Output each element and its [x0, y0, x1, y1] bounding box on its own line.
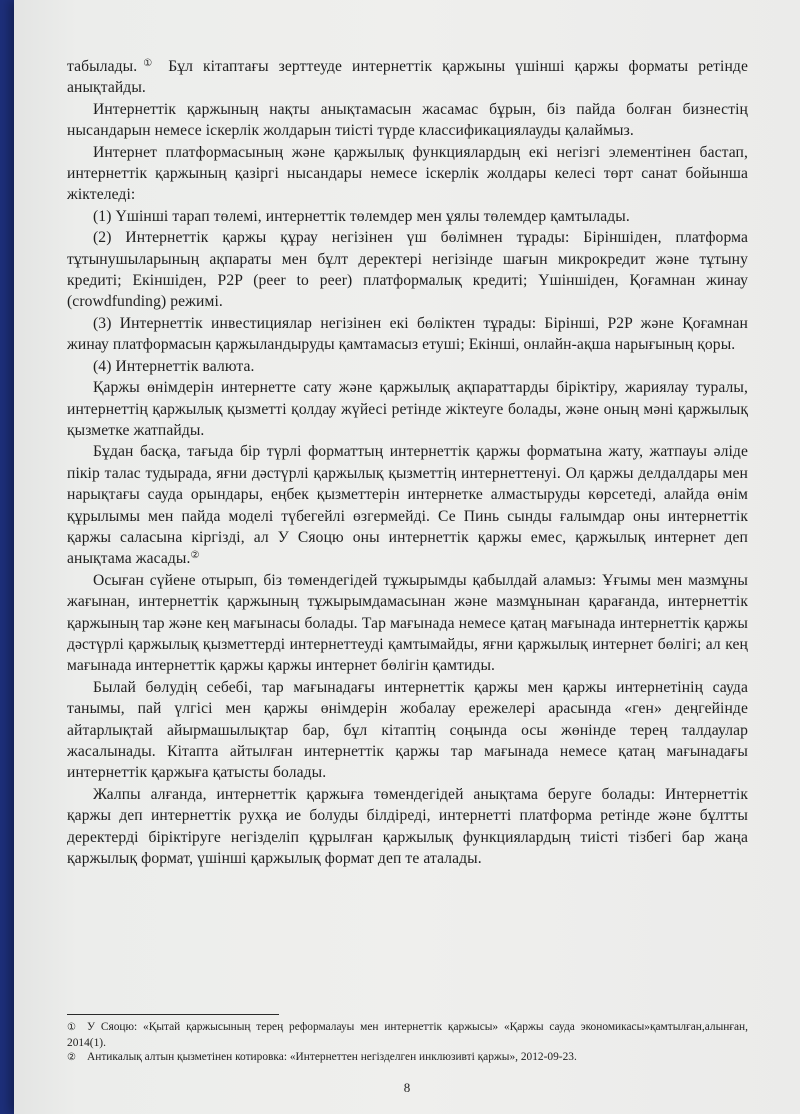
paragraph-text: Жалпы алғанда, интернеттік қаржыға төмендегідей анықтама беруге болады: Интернеттік қаржы деп интернеттік рухқа ие болуды білдіреді, интернетті платформа ретінде және бұлтты деректерді біріктіруге негізделіп құрылған қаржылық функциялардың тиісті тізбегі бар жаңа қаржылық формат, үшінші қаржылық формат деп те аталады. — [67, 785, 748, 868]
document-page — [14, 0, 800, 1114]
page-number: 8 — [403, 1080, 411, 1095]
body-paragraph — [67, 356, 748, 377]
body-paragraph — [67, 441, 748, 569]
body-paragraph — [67, 99, 748, 142]
footnote-reference[interactable]: ② — [190, 550, 200, 562]
footnote — [67, 1020, 748, 1050]
body-paragraph — [67, 206, 748, 227]
footnote — [67, 1050, 748, 1066]
footnote-marker: ② — [67, 1052, 76, 1064]
paragraph-text: (2) Интернеттік қаржы құрау негізінен үш бөлімнен тұрады: Біріншіден, платформа тұтынушыларының ақпараты мен бұлт деректері негізінде шағын микрокредит және тұтыну кредиті; Екіншіден, P2P (peer to peer) платформалық кредиті; Үшіншіден, Қоғамнан жинау (crowdfunding) режимі. — [67, 229, 748, 311]
body-paragraph — [67, 56, 748, 99]
body-paragraph — [67, 377, 748, 441]
paragraph-text: Осыған сүйене отырып, біз төмендегідей тұжырымды қабылдай аламыз: Ұғымы мен мазмұны жағынан, интернеттік қаржының тұжырымдамасынан және мазмұнынан қарағанда, интернеттік қаржының тар және кең мағынасы болады. Тар мағынада немесе қатаң мағынада интернеттік қаржы дәстүрлі қаржылық қызметтерді интернеттеуді қамтымайды, яғни қаржылық интернет бөлігі; ал кең мағынада интернеттік қаржы қаржы интернет бөлігін қамтиды. — [67, 571, 748, 675]
footnotes — [67, 1020, 748, 1066]
paragraph-text: Былай бөлудің себебі, тар мағынадағы интернеттік қаржы мен қаржы интернетінің сауда танымы, пай үлгісі мен қаржы өнімдерін жобалау ережелері арасында «ген» деңгейінде айтарлықтай айырмашылықтар бар, бұл кітаптің соңында осы жөнінде терең талдаулар жасалынады. Кітапта айтылған интернеттік қаржы тар мағынада немесе қатаң мағынадағы интернеттік қаржыға қатысты болады. — [67, 678, 748, 782]
paragraph-text: (4) Интернеттік валюта. — [93, 357, 255, 375]
footnote-text: Антикалық алтын қызметінен котировка: «Интернеттен негізделген инклюзивті қаржы», 2012-09-23. — [87, 1051, 577, 1064]
paragraph-text: табылады. — [67, 58, 138, 75]
paragraph-text: Қаржы өнімдерін интернетте сату және қаржылық ақпараттарды біріктіру, жариялау туралы, интернеттің қаржылық қызметті қолдау жүйесі ретінде жіктеуге болады, және оның мәні қаржылық қызметке жатпайды. — [67, 379, 748, 439]
paragraph-text: Интернеттік қаржының нақты анықтамасын жасамас бұрын, біз пайда болған бизнестің нысандарын немесе іскерлік жолдарын тиісті түрде классификациялауды қалаймыз. — [67, 100, 748, 140]
paragraph-text: (3) Интернеттік инвестициялар негізінен екі бөліктен тұрады: Бірінші, P2P және Қоғамнан жинау платформасын қаржыландыруды қамтамасыз етуші; Екінші, онлайн-ақша нарығының қоры. — [67, 314, 748, 354]
footnote-separator — [67, 1014, 279, 1015]
footnote-reference[interactable]: ① — [137, 58, 159, 69]
body-paragraph — [67, 227, 748, 313]
paragraph-text: Бұдан басқа, тағыда бір түрлі форматтың интернеттік қаржы форматына жату, жатпауы әліде пікір талас тудырада, яғни дәстүрлі қаржылық қызметтің интернеттенуі. Ол қаржы делдалдары мен нарықтағы сауда орындары, еңбек қызметтерін интернетке алмастыруды көрсетеді, алайда өнім құрылымы мен пайда моделі түбегейлі өзгермейді. Се Пинь сынды ғалымдар оны интернеттік қаржы саласына кіргізді, ал У Сяоцю оны интернеттік қаржы емес, қаржылық интернет деп анықтама жасады. — [67, 443, 748, 568]
footnote-marker: ① — [67, 1022, 76, 1033]
paragraph-text: Интернет платформасының және қаржылық функциялардың екі негізгі элементінен бастап, интернеттік қаржының қазіргі нысандары немесе іскерлік жолдары келесі төрт санат бойынша жіктеледі: — [67, 143, 748, 204]
paragraph-text: (1) Үшінші тарап төлемі, интернеттік төлемдер мен ұялы төлемдер қамтылады. — [93, 207, 630, 225]
body-paragraph — [67, 677, 748, 784]
body-paragraph — [67, 570, 748, 677]
body-text — [67, 56, 748, 869]
paragraph-text-tail: Бұл кітаптағы зерттеуде интернеттік қаржыны үшінші қаржы форматы ретінде анықтайды. — [67, 58, 748, 97]
footnote-text: У Сяоцю: «Қытай қаржысының терең реформалауы мен интернеттік қаржысы» «Қаржы сауда экономикасы»қамтылған,алынған, 2014(1). — [67, 1021, 748, 1049]
body-paragraph — [67, 313, 748, 356]
body-paragraph — [67, 142, 748, 206]
body-paragraph — [67, 784, 748, 870]
